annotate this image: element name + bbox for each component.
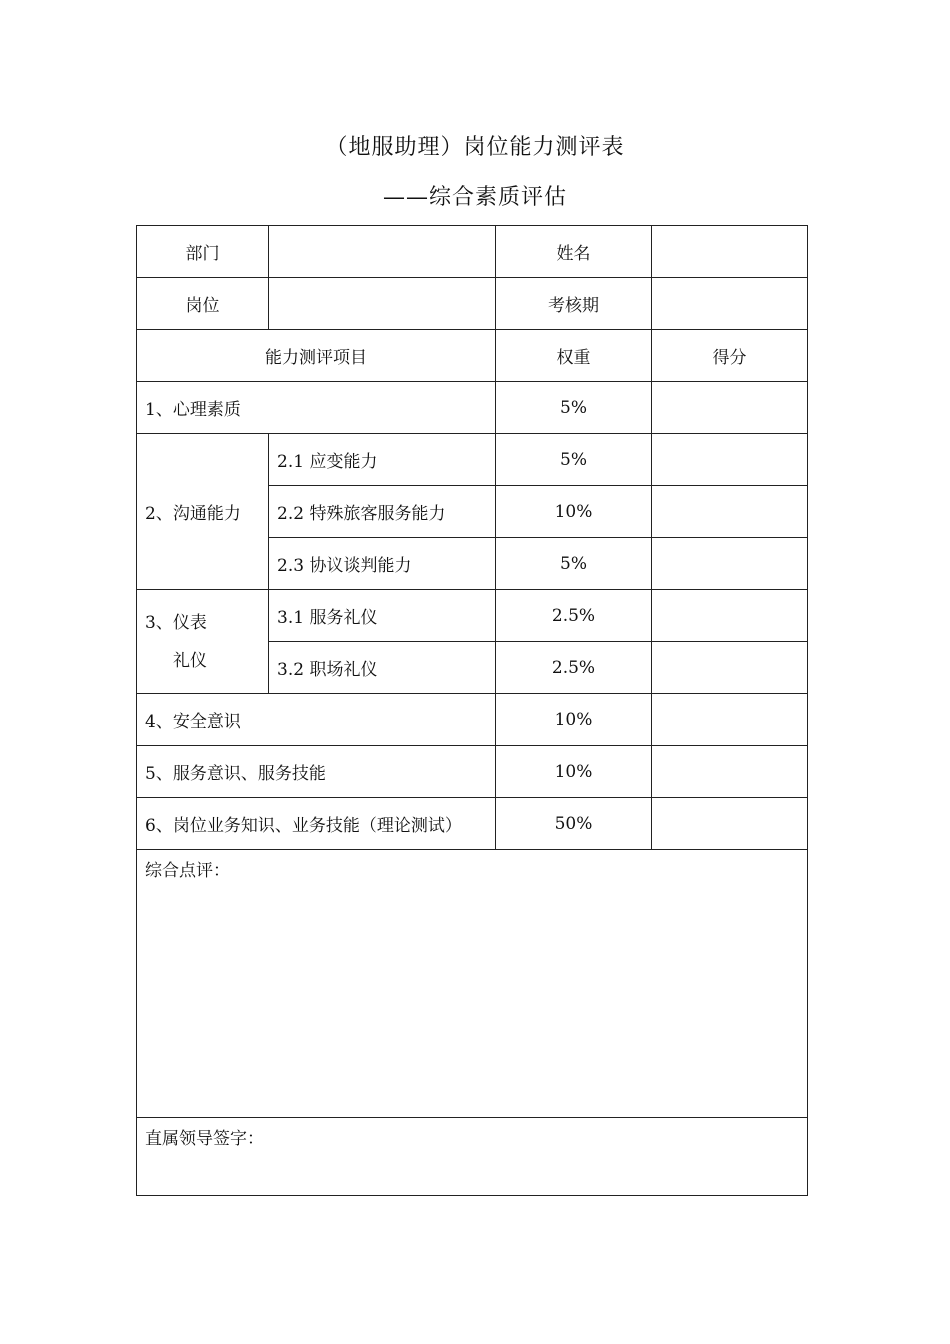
subitem-label: 2.1 应变能力 (269, 434, 496, 486)
item-weight: 5% (496, 434, 652, 486)
comments-row (137, 850, 808, 1118)
comments-label: 综合点评： (145, 861, 230, 881)
item-label-group (137, 590, 269, 694)
subitem-label: 3.2 职场礼仪 (269, 642, 496, 694)
page-title: （地服助理）岗位能力测评表 (325, 135, 625, 160)
period-field[interactable] (652, 278, 808, 330)
column-header-score: 得分 (652, 330, 808, 382)
evaluation-table (136, 225, 808, 1196)
score-field[interactable] (652, 538, 808, 590)
item-weight: 5% (496, 382, 652, 434)
score-field[interactable] (652, 434, 808, 486)
score-field[interactable] (652, 642, 808, 694)
column-header-item: 能力测评项目 (137, 330, 496, 382)
item-label: 3、仪表 (145, 612, 207, 633)
item-weight: 10% (496, 486, 652, 538)
page-subtitle: ——综合素质评估 (382, 185, 567, 210)
position-field[interactable] (269, 278, 496, 330)
item-weight: 5% (496, 538, 652, 590)
table-row (137, 798, 808, 850)
score-field[interactable] (652, 746, 808, 798)
item-label: 4、安全意识 (137, 694, 496, 746)
name-field[interactable] (652, 226, 808, 278)
score-field[interactable] (652, 798, 808, 850)
score-field[interactable] (652, 694, 808, 746)
table-row (137, 694, 808, 746)
table-row (137, 590, 808, 642)
item-label: 5、服务意识、服务技能 (137, 746, 496, 798)
table-row (137, 226, 808, 278)
item-label-continued: 礼仪 (173, 650, 207, 671)
department-label: 部门 (137, 226, 269, 278)
score-field[interactable] (652, 486, 808, 538)
item-weight: 10% (496, 746, 652, 798)
signature-label: 直属领导签字： (145, 1129, 264, 1149)
column-header-weight: 权重 (496, 330, 652, 382)
item-label: 2、沟通能力 (137, 434, 269, 590)
item-weight: 2.5% (496, 590, 652, 642)
item-weight: 2.5% (496, 642, 652, 694)
signature-row (137, 1118, 808, 1196)
item-weight: 50% (496, 798, 652, 850)
score-field[interactable] (652, 590, 808, 642)
subitem-label: 2.2 特殊旅客服务能力 (269, 486, 496, 538)
table-header-row (137, 330, 808, 382)
subitem-label: 3.1 服务礼仪 (269, 590, 496, 642)
score-field[interactable] (652, 382, 808, 434)
period-label: 考核期 (496, 278, 652, 330)
item-weight: 10% (496, 694, 652, 746)
name-label: 姓名 (496, 226, 652, 278)
item-label: 6、岗位业务知识、业务技能（理论测试） (137, 798, 496, 850)
table-row (137, 278, 808, 330)
signature-area[interactable] (137, 1118, 808, 1196)
position-label: 岗位 (137, 278, 269, 330)
item-label: 1、心理素质 (137, 382, 496, 434)
table-row (137, 382, 808, 434)
department-field[interactable] (269, 226, 496, 278)
comments-area[interactable] (137, 850, 808, 1118)
table-row (137, 434, 808, 486)
table-row (137, 746, 808, 798)
subitem-label: 2.3 协议谈判能力 (269, 538, 496, 590)
